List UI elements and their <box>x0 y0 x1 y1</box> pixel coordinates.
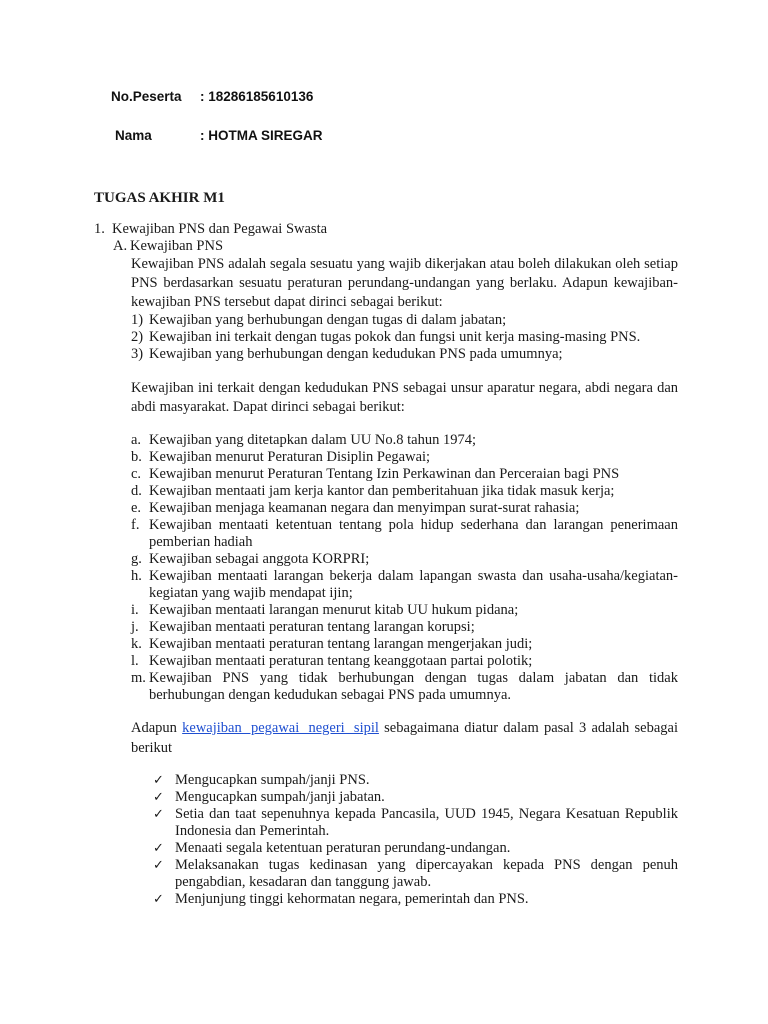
checkmark-icon: ✓ <box>153 773 164 788</box>
checklist-item: ✓ Menaati segala ketentuan peraturan perundang-undangan. <box>153 840 511 856</box>
nama-value: : HOTMA SIREGAR <box>200 128 323 143</box>
subsection-a-heading <box>94 238 678 255</box>
list-item: 1) Kewajiban yang berhubungan dengan tugas di dalam jabatan; <box>131 312 507 328</box>
list-item: l. Kewajiban mentaati peraturan tentang keanggotaan partai polotik; <box>131 653 533 669</box>
list-item: i. Kewajiban mentaati larangan menurut kitab UU hukum pidana; <box>131 602 519 618</box>
list-item: c. Kewajiban menurut Peraturan Tentang Izin Perkawinan dan Perceraian bagi PNS <box>131 466 620 482</box>
subsection-a-letter: A. <box>113 238 128 254</box>
list-item: j. Kewajiban mentaati peraturan tentang larangan korupsi; <box>131 619 475 635</box>
numbered-list <box>131 312 678 363</box>
checkmark-icon: ✓ <box>153 858 164 873</box>
kewajiban-pns-link[interactable]: kewajiban pegawai negeri sipil <box>182 720 379 736</box>
list-item: d. Kewajiban mentaati jam kerja kantor dan pemberitahuan jika tidak masuk kerja; <box>131 483 615 499</box>
document-title: TUGAS AKHIR M1 <box>94 190 225 206</box>
lettered-list <box>131 432 678 704</box>
checkmark-icon: ✓ <box>153 892 164 907</box>
list-item: a. Kewajiban yang ditetapkan dalam UU No.8 tahun 1974; <box>131 432 476 448</box>
list-item: m. Kewajiban PNS yang tidak berhubungan dengan tugas dalam jabatan dan tidak berhubungan dengan kedudukan sebagai PNS pada umumnya. <box>131 670 678 703</box>
list-item: f. Kewajiban mentaati ketentuan tentang pola hidup sederhana dan larangan penerimaan pemberian hadiah <box>131 517 678 550</box>
intro-paragraph: Kewajiban PNS adalah segala sesuatu yang wajib dikerjakan atau boleh dilakukan oleh setiap PNS berdasarkan sesuatu peraturan perundang-undangan yang berlaku. Adapun kewajiban-kewajiban PNS tersebut dapat dirinci sebagai berikut: <box>131 256 678 310</box>
checklist-item: ✓ Setia dan taat sepenuhnya kepada Pancasila, UUD 1945, Negara Kesatuan Republik Indonesia dan Pemerintah. <box>153 806 678 839</box>
paragraph-2: Kewajiban ini terkait dengan kedudukan PNS sebagai unsur aparatur negara, abdi negara dan abdi masyarakat. Dapat dirinci sebagai berikut: <box>131 380 678 415</box>
subsection-a-title: Kewajiban PNS <box>130 238 224 254</box>
peserta-label: No.Peserta <box>111 89 182 104</box>
list-item: 3) Kewajiban yang berhubungan dengan kedudukan PNS pada umumnya; <box>131 346 563 362</box>
checkmark-icon: ✓ <box>153 790 164 805</box>
section-1-heading <box>94 221 678 238</box>
checklist-item: ✓ Menjunjung tinggi kehormatan negara, pemerintah dan PNS. <box>153 891 529 907</box>
list-item: 2) Kewajiban ini terkait dengan tugas pokok dan fungsi unit kerja masing-masing PNS. <box>131 329 641 345</box>
checklist-item: ✓ Mengucapkan sumpah/janji jabatan. <box>153 789 385 805</box>
checkmark-icon: ✓ <box>153 807 164 822</box>
list-item: h. Kewajiban mentaati larangan bekerja dalam lapangan swasta dan usaha-usaha/kegiatan-kegiatan yang wajib mendapat ijin; <box>131 568 678 601</box>
document-body <box>94 221 678 908</box>
checkmark-icon: ✓ <box>153 841 164 856</box>
checklist-item: ✓ Melaksanakan tugas kedinasan yang dipercayakan kepada PNS dengan penuh pengabdian, kesadaran dan tanggung jawab. <box>153 857 678 890</box>
nama-label: Nama <box>115 128 152 143</box>
checklist-item: ✓ Mengucapkan sumpah/janji PNS. <box>153 772 370 788</box>
list-item: k. Kewajiban mentaati peraturan tentang larangan mengerjakan judi; <box>131 636 533 652</box>
paragraph-3: Adapun kewajiban pegawai negeri sipil sebagaimana diatur dalam pasal 3 adalah sebagai berikut <box>131 720 678 756</box>
list-item: e. Kewajiban menjaga keamanan negara dan menyimpan surat-surat rahasia; <box>131 500 580 516</box>
peserta-value: : 18286185610136 <box>200 89 314 104</box>
section-1-title: Kewajiban PNS dan Pegawai Swasta <box>112 221 328 237</box>
section-1-number: 1. <box>94 221 105 237</box>
list-item: b. Kewajiban menurut Peraturan Disiplin Pegawai; <box>131 449 431 465</box>
list-item: g. Kewajiban sebagai anggota KORPRI; <box>131 551 370 567</box>
subsection-a-content <box>131 255 678 908</box>
checklist <box>153 772 678 908</box>
